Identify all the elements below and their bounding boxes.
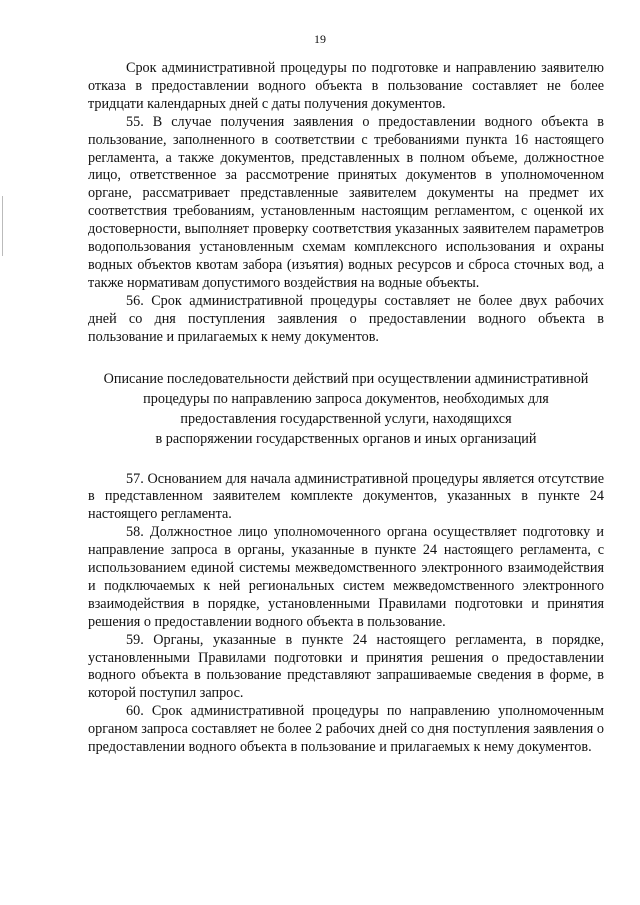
- section-heading-line: предоставления государственной услуги, находящихся: [180, 410, 512, 427]
- paragraph-57: 57. Основанием для начала административной процедуры является отсутствие в представленном заявителем комплекте документов, указанных в пункте 24 настоящего регламента.: [88, 470, 604, 523]
- paragraph-55: 55. В случае получения заявления о предоставлении водного объекта в пользование, заполненного в соответствии с требованиями пункта 16 настоящего регламента, а также документов, представленных в полном объеме, должностное лицо, ответственное за рассмотрение принятых документов в уполномоченном органе, рассматривает представленные заявителем документы на предмет их соответствия требованиям, установленным настоящим регламентом, с оценкой их достоверности, выполняет проверку соответствия указанных заявителем параметров водопользования установленным схемам комплексного использования и охраны водных объектов квотам забора (изъятия) водных ресурсов и сброса сточных вод, а также нормативам допустимого воздействия на водные объекты.: [88, 113, 604, 291]
- paragraph-60: 60. Срок административной процедуры по направлению уполномоченным органом запроса составляет не более 2 рабочих дней со дня поступления заявления о предоставлении водного объекта в пользование и прилагаемых к нему документов.: [88, 703, 604, 756]
- paragraph-deadline-refusal: Срок административной процедуры по подготовке и направлению заявителю отказа в предоставлении водного объекта в пользование составляет не более тридцати календарных дней с даты получения документов.: [88, 60, 604, 112]
- section-heading-line: процедуры по направлению запроса документов, необходимых для: [143, 390, 549, 407]
- scan-margin-mark: [2, 196, 3, 256]
- document-body: [88, 60, 604, 757]
- paragraph-58: 58. Должностное лицо уполномоченного органа осуществляет подготовку и направление запроса в органы, указанные в пункте 24 настоящего регламента, с использованием единой системы межведомственного электронного взаимодействия и подключаемых к ней региональных систем межведомственного электронного взаимодействия в порядке, установленными Правилами подготовки и принятия решения о предоставлении водного объекта в пользование.: [88, 524, 604, 630]
- paragraph-56: 56. Срок административной процедуры составляет не более двух рабочих дней со дня поступления заявления о предоставлении водного объекта в пользование и прилагаемых к нему документов.: [88, 292, 604, 345]
- section-heading-line: Описание последовательности действий при осуществлении административной: [103, 370, 589, 387]
- section-heading-line: в распоряжении государственных органов и иных организаций: [155, 430, 537, 447]
- page-number: 19: [314, 32, 326, 46]
- paragraph-59: 59. Органы, указанные в пункте 24 настоящего регламента, в порядке, установленными Правилами подготовки и принятия решения о предоставлении водного объекта в пользование представляют запрашиваемые сведения в форме, в которой поступил запрос.: [88, 631, 604, 702]
- section-heading: [88, 369, 604, 449]
